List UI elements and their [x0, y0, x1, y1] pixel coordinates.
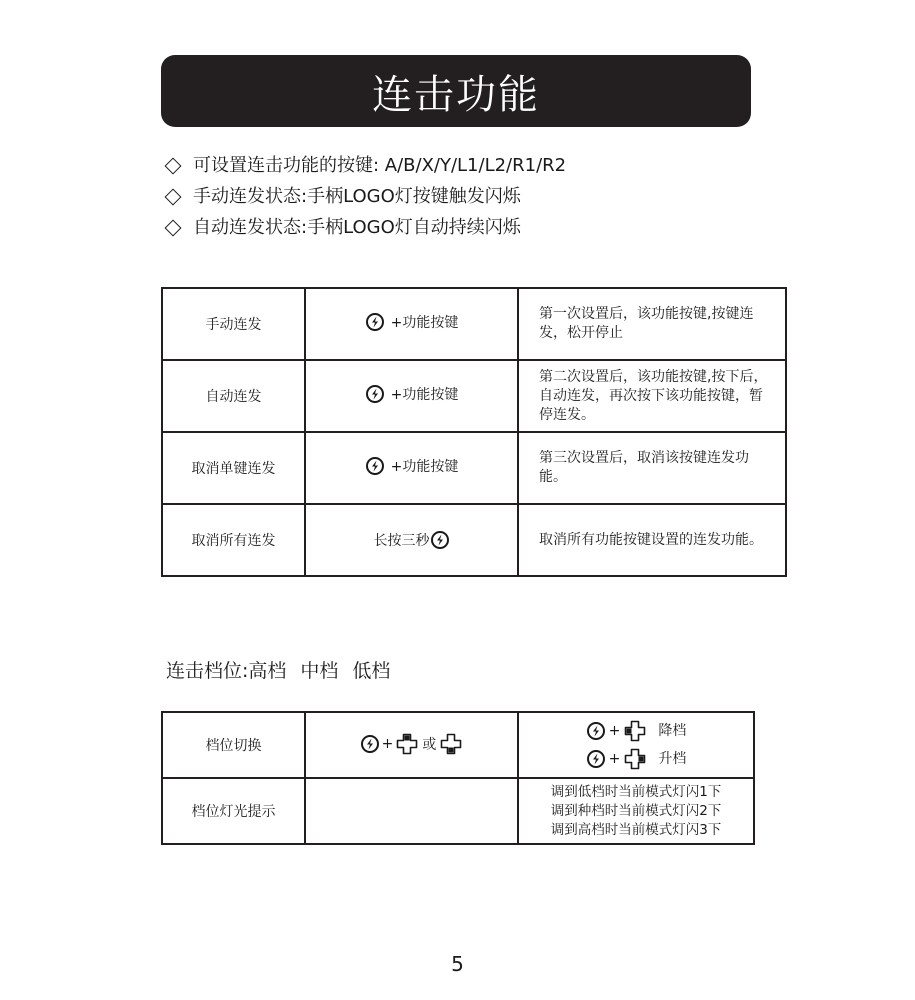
table-row: [162, 360, 786, 432]
turbo-table: [161, 287, 787, 577]
hint-line: 调到高档时当前模式灯闪3下: [550, 821, 722, 838]
action-cell: [305, 504, 518, 576]
speed-down-combo: + 降档: [586, 719, 687, 743]
bullet-list: [164, 150, 764, 243]
mode-cell: 取消所有连发: [162, 504, 305, 576]
empty-cell: [305, 778, 518, 844]
dpad-down-icon: [439, 732, 463, 756]
bullet-text: 自动连发状态:手柄LOGO灯自动持续闪烁: [193, 217, 521, 238]
speed-low-label: 低档: [352, 660, 391, 682]
bullet-item: [164, 150, 764, 181]
turbo-button-icon: [365, 384, 385, 404]
table-row: [162, 432, 786, 504]
desc-cell: 第一次设置后，该功能按键,按键连发，松开停止: [518, 288, 786, 360]
action-text: +功能按键: [390, 387, 459, 403]
speed-high-label: 连击档位:高档: [166, 660, 287, 682]
speed-table: [161, 711, 755, 845]
table-row: [162, 712, 754, 778]
dpad-up-icon: [395, 732, 419, 756]
action-cell: [305, 288, 518, 360]
bullet-item: [164, 212, 764, 243]
mode-cell: 手动连发: [162, 288, 305, 360]
desc-cell: 第三次设置后，取消该按键连发功能。: [518, 432, 786, 504]
table-row: [162, 288, 786, 360]
diamond-icon: [165, 157, 182, 174]
desc-cell: 取消所有功能按键设置的连发功能。: [518, 504, 786, 576]
dpad-up-icon: [623, 747, 647, 771]
bullet-text: 可设置连击功能的按键: A/B/X/Y/L1/L2/R1/R2: [193, 155, 567, 176]
bullet-item: [164, 181, 764, 212]
page-number: 5: [451, 952, 464, 976]
action-text: +功能按键: [390, 459, 459, 475]
speed-row-label: 档位灯光提示: [162, 778, 305, 844]
bullet-text: 手动连发状态:手柄LOGO灯按键触发闪烁: [193, 186, 521, 207]
hint-line: 调到种档时当前模式灯闪2下: [550, 802, 722, 819]
action-cell: [305, 360, 518, 432]
action-cell: [305, 432, 518, 504]
diamond-icon: [165, 219, 182, 236]
speed-up-combo: + 升档: [586, 747, 687, 771]
page-title: 连击功能: [161, 55, 751, 127]
action-text: 长按三秒: [373, 533, 430, 549]
light-hint-cell: [518, 778, 754, 844]
speed-mid-label: 中档: [300, 660, 339, 682]
desc-cell: 第二次设置后，该功能按键,按下后，自动连发，再次按下该功能按键，暂停连发。: [518, 360, 786, 432]
mode-cell: 取消单键连发: [162, 432, 305, 504]
turbo-button-icon: [365, 312, 385, 332]
speed-down-label: 降档: [658, 722, 687, 739]
or-text: 或: [422, 737, 437, 753]
dpad-down-icon: [623, 719, 647, 743]
table-row: [162, 504, 786, 576]
speed-combo-cell: [518, 712, 754, 778]
speed-action-cell: + 或: [305, 712, 518, 778]
diamond-icon: [165, 188, 182, 205]
speed-section-label: [166, 656, 390, 683]
turbo-button-icon: [360, 734, 380, 754]
table-row: [162, 778, 754, 844]
speed-row-label: 档位切换: [162, 712, 305, 778]
speed-up-label: 升档: [658, 750, 687, 767]
turbo-button-icon: [586, 749, 606, 769]
turbo-button-icon: [430, 530, 450, 550]
hint-line: 调到低档时当前模式灯闪1下: [550, 783, 722, 800]
turbo-button-icon: [586, 721, 606, 741]
mode-cell: 自动连发: [162, 360, 305, 432]
turbo-button-icon: [365, 456, 385, 476]
action-text: +功能按键: [390, 315, 459, 331]
